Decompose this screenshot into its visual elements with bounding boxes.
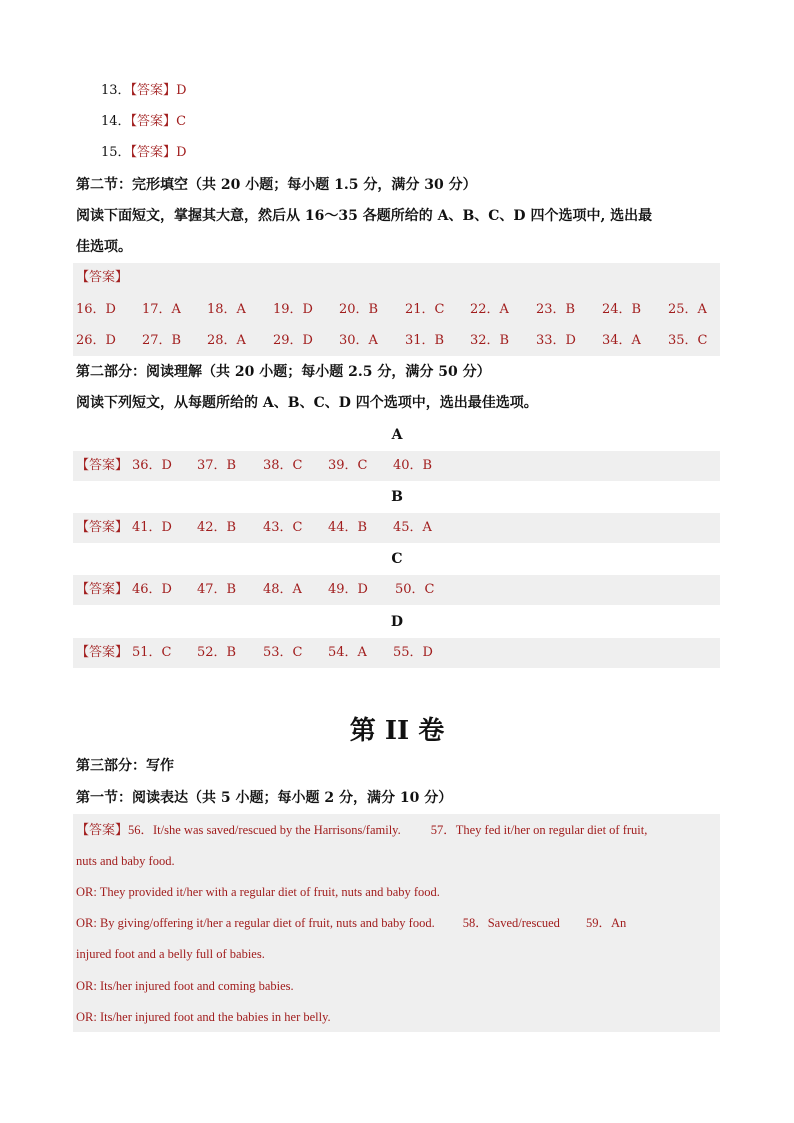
reading-answer: 41．D xyxy=(132,520,172,535)
answer-value: D xyxy=(176,145,187,160)
answer-tag: 【答案】 xyxy=(76,582,129,597)
reading-answer: 50．C xyxy=(395,582,435,597)
reading-answer: 48．A xyxy=(263,582,302,597)
reading-answer: 55．D xyxy=(393,645,433,660)
answer-tag: 【答案】 xyxy=(130,145,177,160)
reading-answer: 42．B xyxy=(197,520,237,535)
cloze-instruction-line-2: 佳选项。 xyxy=(76,239,132,255)
passage-c-answers xyxy=(76,580,716,600)
cloze-answer: 29．D xyxy=(273,333,313,348)
cloze-answer: 26．D xyxy=(76,333,116,348)
answer-tag: 【答案】 xyxy=(130,114,177,129)
cloze-answer: 20．B xyxy=(339,302,379,317)
cloze-answer-row-2 xyxy=(76,331,716,351)
cloze-answer: 22．A xyxy=(470,302,509,317)
answer-line-14 xyxy=(101,112,186,132)
passage-b-answers xyxy=(76,518,716,538)
writing-answer-line-5: injured foot and a belly full of babies. xyxy=(76,947,265,961)
cloze-answer: 34．A xyxy=(602,333,641,348)
answer-line-15 xyxy=(101,143,187,163)
answer-tag: 【答案】 xyxy=(76,645,129,660)
reading-answer: 47．B xyxy=(197,582,237,597)
reading-answer: 45．A xyxy=(393,520,432,535)
answer-line-13 xyxy=(101,81,187,101)
reading-answer: 43．C xyxy=(263,520,303,535)
reading-answer: 54．A xyxy=(328,645,367,660)
volume-title: 第 II 卷 xyxy=(349,716,445,746)
cloze-answer: 18．A xyxy=(207,302,246,317)
answer-tag: 【答案】 xyxy=(76,520,129,535)
cloze-answer: 35．C xyxy=(668,333,708,348)
writing-answer-line-3: OR: They provided it/her with a regular diet of fruit, nuts and baby food. xyxy=(76,885,440,899)
cloze-heading: 第二节：完形填空（共 20 小题；每小题 1.5 分，满分 30 分） xyxy=(76,177,477,193)
cloze-answer: 32．B xyxy=(470,333,510,348)
passage-a-answers xyxy=(76,456,716,476)
reading-answer: 44．B xyxy=(328,520,368,535)
reading-answer: 51．C xyxy=(132,645,172,660)
writing-section-heading: 第一节：阅读表达（共 5 小题；每小题 2 分，满分 10 分） xyxy=(76,790,453,806)
reading-answer: 40．B xyxy=(393,458,433,473)
answer-tag: 【答案】 xyxy=(76,270,129,285)
passage-letter-b: B xyxy=(391,489,403,505)
cloze-answer: 30．A xyxy=(339,333,378,348)
reading-answer: 38．C xyxy=(263,458,303,473)
answer-value: C xyxy=(176,114,187,129)
cloze-answer: 19．D xyxy=(273,302,313,317)
passage-d-answers xyxy=(76,643,716,663)
reading-answer: 49．D xyxy=(328,582,368,597)
cloze-answer: 31．B xyxy=(405,333,445,348)
answer-59: 59．An xyxy=(585,916,627,930)
cloze-instruction-line-1: 阅读下面短文，掌握其大意，然后从 16～35 各题所给的 A、B、C、D 四个选项中, 选出最 xyxy=(76,208,653,224)
answer-tag: 【答案】 xyxy=(76,458,129,473)
cloze-answer: 16．D xyxy=(76,302,116,317)
cloze-answer: 33．D xyxy=(536,333,576,348)
answer-57: 57．They fed it/her on regular diet of fruit, xyxy=(430,823,648,837)
reading-answer: 36．D xyxy=(132,458,172,473)
answer-57-alt: OR: By giving/offering it/her a regular diet of fruit, nuts and baby food. xyxy=(76,916,435,930)
question-number: 15． xyxy=(101,145,131,160)
answer-tag: 【答案】 xyxy=(130,83,177,98)
reading-answer: 46．D xyxy=(132,582,172,597)
cloze-answer: 24．B xyxy=(602,302,642,317)
writing-part-heading: 第三部分：写作 xyxy=(76,758,174,774)
cloze-answer: 21．C xyxy=(405,302,445,317)
writing-answer-line-1 xyxy=(76,820,647,841)
answer-tag: 【答案】 xyxy=(76,823,129,838)
passage-letter-a: A xyxy=(391,427,403,443)
cloze-answer: 23．B xyxy=(536,302,576,317)
cloze-answer: 17．A xyxy=(142,302,181,317)
answer-value: D xyxy=(176,83,187,98)
cloze-answer-row-1 xyxy=(76,300,716,320)
cloze-answer: 25．A xyxy=(668,302,707,317)
reading-answer: 53．C xyxy=(263,645,303,660)
question-number: 14． xyxy=(101,114,131,129)
reading-answer: 37．B xyxy=(197,458,237,473)
question-number: 13． xyxy=(101,83,131,98)
cloze-answer: 27．B xyxy=(142,333,182,348)
answer-56: 56．It/she was saved/rescued by the Harrisons/family. xyxy=(128,823,401,837)
reading-instruction: 阅读下列短文，从每题所给的 A、B、C、D 四个选项中，选出最佳选项。 xyxy=(76,395,538,411)
cloze-answer-tag xyxy=(76,268,716,288)
writing-answer-line-4 xyxy=(76,913,626,933)
reading-answer: 52．B xyxy=(197,645,237,660)
answer-58: 58．Saved/rescued xyxy=(462,916,560,930)
writing-answer-line-6: OR: Its/her injured foot and coming babies. xyxy=(76,979,294,993)
reading-heading: 第二部分：阅读理解（共 20 小题；每小题 2.5 分，满分 50 分） xyxy=(76,364,491,380)
writing-answer-line-2: nuts and baby food. xyxy=(76,854,175,868)
passage-letter-d: D xyxy=(390,614,404,630)
passage-letter-c: C xyxy=(391,551,403,567)
cloze-answer: 28．A xyxy=(207,333,246,348)
reading-answer: 39．C xyxy=(328,458,368,473)
writing-answer-line-7: OR: Its/her injured foot and the babies in her belly. xyxy=(76,1010,331,1024)
